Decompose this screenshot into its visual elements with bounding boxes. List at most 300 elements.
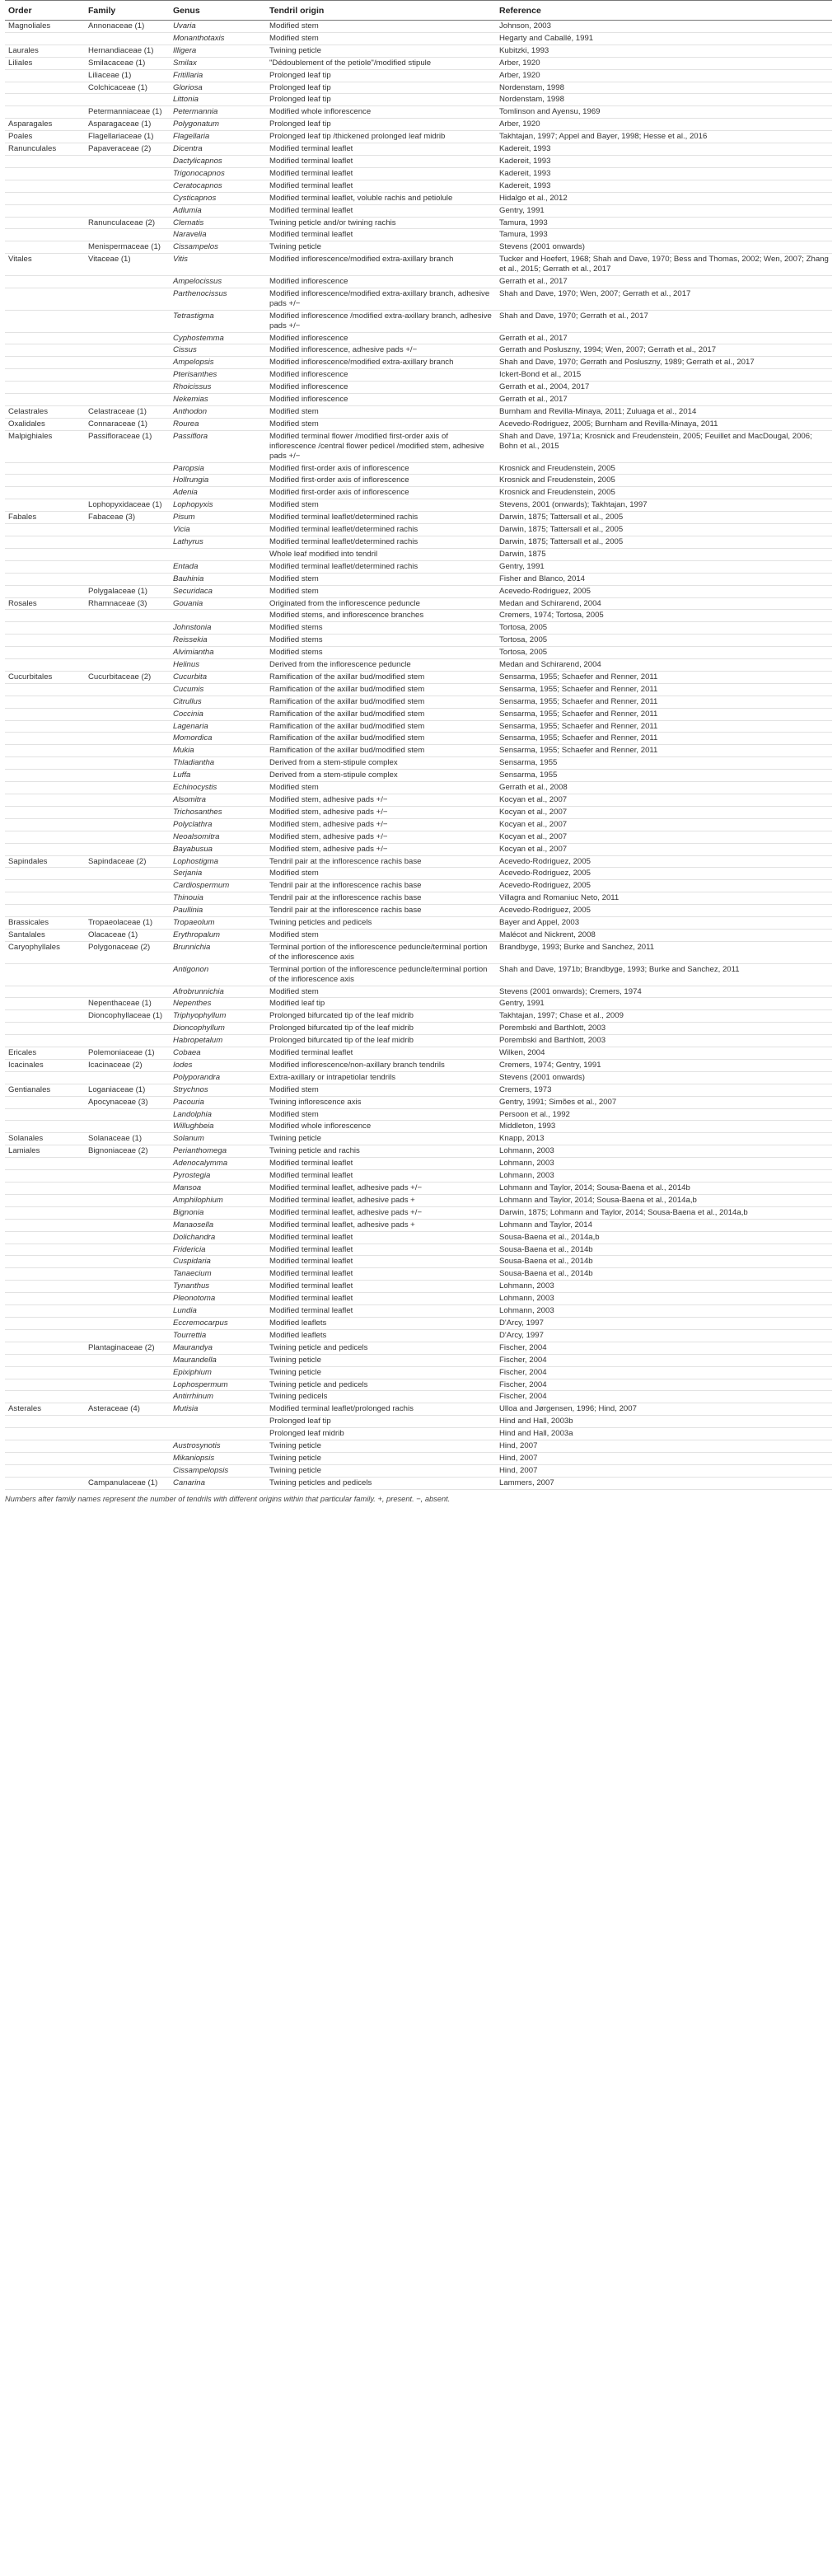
tendril-origin-cell: Tendril pair at the inflorescence rachis base (266, 880, 496, 892)
tendril-origin-cell: Derived from a stem-stipule complex (266, 757, 496, 770)
genus-cell: Uvaria (170, 21, 266, 33)
table-row (5, 745, 832, 757)
table-row (5, 1366, 832, 1379)
tendril-origin-cell: Twining peticle (266, 1440, 496, 1453)
order-cell (5, 610, 85, 622)
reference-cell: Kocyan et al., 2007 (496, 831, 832, 843)
genus-cell: Solanum (170, 1133, 266, 1145)
tendril-origin-cell: Twining peticle (266, 1354, 496, 1366)
table-row (5, 1256, 832, 1268)
table-row (5, 332, 832, 344)
family-cell (85, 1231, 170, 1244)
order-cell: Malpighiales (5, 430, 85, 462)
family-cell (85, 394, 170, 406)
genus-cell: Cardiospermum (170, 880, 266, 892)
tendril-origin-cell: Modified stems, and inflorescence branches (266, 610, 496, 622)
reference-cell: Ickert-Bond et al., 2015 (496, 369, 832, 382)
table-row (5, 1440, 832, 1453)
family-cell (85, 733, 170, 745)
tendril-origin-cell: Twining peticles and pedicels (266, 917, 496, 930)
family-cell: Hernandiaceae (1) (85, 44, 170, 57)
order-cell (5, 106, 85, 119)
genus-cell: Pyrostegia (170, 1170, 266, 1183)
reference-cell: Sensarma, 1955; Schaefer and Renner, 2011 (496, 683, 832, 696)
family-cell (85, 745, 170, 757)
family-cell (85, 1206, 170, 1219)
family-cell (85, 1194, 170, 1206)
order-cell (5, 536, 85, 548)
order-cell (5, 1170, 85, 1183)
tendril-origin-cell: Modified inflorescence, adhesive pads +/− (266, 344, 496, 357)
reference-cell: Hind, 2007 (496, 1452, 832, 1464)
genus-cell: Paullinia (170, 905, 266, 917)
tendril-origin-cell: Twining peticle (266, 241, 496, 254)
genus-cell: Willughbeia (170, 1121, 266, 1133)
family-cell (85, 659, 170, 672)
order-cell (5, 1096, 85, 1108)
genus-cell: Cobaea (170, 1047, 266, 1060)
order-cell (5, 499, 85, 512)
tendril-origin-cell: Modified stems (266, 647, 496, 659)
table-row (5, 57, 832, 69)
table-row (5, 573, 832, 585)
table-row (5, 1035, 832, 1047)
family-cell: Tropaeolaceae (1) (85, 917, 170, 930)
order-cell (5, 770, 85, 782)
table-row (5, 597, 832, 610)
tendril-origin-cell: Derived from the inflorescence peduncle (266, 659, 496, 672)
family-cell (85, 1219, 170, 1231)
genus-cell: Rourea (170, 418, 266, 430)
order-cell (5, 394, 85, 406)
table-row (5, 696, 832, 708)
order-cell: Caryophyllales (5, 941, 85, 963)
reference-cell: Gentry, 1991 (496, 560, 832, 573)
family-cell (85, 1035, 170, 1047)
tendril-origin-cell: Modified terminal leaflet/determined rachis (266, 536, 496, 548)
reference-cell: Sousa-Baena et al., 2014b (496, 1268, 832, 1281)
table-row (5, 941, 832, 963)
reference-cell: Lohmann, 2003 (496, 1145, 832, 1158)
tendril-origin-cell: Prolonged bifurcated tip of the leaf midrib (266, 1010, 496, 1023)
genus-cell: Lophopyxis (170, 499, 266, 512)
tendril-origin-cell: Modified terminal leaflet (266, 1281, 496, 1293)
tendril-origin-cell: Extra-axillary or intrapetiolar tendrils (266, 1071, 496, 1084)
tendril-origin-cell: Prolonged bifurcated tip of the leaf midrib (266, 1023, 496, 1035)
family-cell (85, 622, 170, 635)
table-row (5, 794, 832, 807)
genus-cell: Parthenocissus (170, 288, 266, 310)
reference-cell: Nordenstam, 1998 (496, 94, 832, 106)
table-row (5, 1170, 832, 1183)
tendril-origin-cell: Modified stem (266, 929, 496, 941)
order-cell (5, 155, 85, 167)
family-cell (85, 683, 170, 696)
genus-cell: Adenia (170, 487, 266, 499)
genus-cell: Lathyrus (170, 536, 266, 548)
table-row (5, 1244, 832, 1256)
family-cell: Apocynaceae (3) (85, 1096, 170, 1108)
reference-cell: Krosnick and Freudenstein, 2005 (496, 462, 832, 475)
tendril-origin-cell: Modified stem (266, 499, 496, 512)
family-cell (85, 1183, 170, 1195)
order-cell (5, 708, 85, 720)
reference-cell: Brandbyge, 1993; Burke and Sanchez, 2011 (496, 941, 832, 963)
order-cell: Santalales (5, 929, 85, 941)
tendril-origin-cell: Modified inflorescence (266, 332, 496, 344)
family-cell (85, 1366, 170, 1379)
table-row (5, 635, 832, 647)
reference-cell: Gentry, 1991; Simões et al., 2007 (496, 1096, 832, 1108)
genus-cell: Bayabusua (170, 843, 266, 855)
genus-cell: Maurandya (170, 1342, 266, 1354)
order-cell (5, 241, 85, 254)
order-cell (5, 548, 85, 560)
reference-cell: Lohmann and Taylor, 2014 (496, 1219, 832, 1231)
table-row (5, 963, 832, 986)
genus-cell: Ampelocissus (170, 276, 266, 288)
reference-cell: Kadereit, 1993 (496, 155, 832, 167)
genus-cell: Adenocalymma (170, 1158, 266, 1170)
tendril-origin-cell: Modified whole inflorescence (266, 106, 496, 119)
genus-cell: Tropaeolum (170, 917, 266, 930)
genus-cell: Ceratocapnos (170, 180, 266, 192)
genus-cell: Dioncophyllum (170, 1023, 266, 1035)
genus-cell: Cyphostemma (170, 332, 266, 344)
genus-cell: Cissus (170, 344, 266, 357)
order-cell (5, 167, 85, 180)
table-row (5, 499, 832, 512)
table-row (5, 1281, 832, 1293)
reference-cell: Hind and Hall, 2003b (496, 1416, 832, 1428)
table-row (5, 44, 832, 57)
table-row (5, 733, 832, 745)
reference-cell: Sousa-Baena et al., 2014b (496, 1256, 832, 1268)
order-cell: Fabales (5, 512, 85, 524)
tendril-origin-cell: Modified stem, adhesive pads +/− (266, 806, 496, 818)
genus-cell: Mukia (170, 745, 266, 757)
tendril-origin-cell: Modified terminal leaflet (266, 180, 496, 192)
family-cell (85, 647, 170, 659)
tendril-origin-cell: Modified stems (266, 635, 496, 647)
order-cell (5, 1194, 85, 1206)
reference-cell: Krosnick and Freudenstein, 2005 (496, 475, 832, 487)
family-cell (85, 94, 170, 106)
genus-cell: Polygonatum (170, 119, 266, 131)
reference-cell: Fischer, 2004 (496, 1354, 832, 1366)
table-row (5, 986, 832, 998)
tendril-origin-cell: Prolonged leaf tip (266, 82, 496, 94)
reference-cell: Lohmann, 2003 (496, 1305, 832, 1318)
reference-cell: Gerrath et al., 2008 (496, 782, 832, 794)
genus-cell: Polyclathra (170, 818, 266, 831)
genus-cell: Tynanthus (170, 1281, 266, 1293)
table-row (5, 143, 832, 156)
order-cell (5, 310, 85, 332)
family-cell (85, 610, 170, 622)
family-cell: Connaraceae (1) (85, 418, 170, 430)
tendril-origin-cell: Prolonged leaf tip (266, 1416, 496, 1428)
table-row (5, 394, 832, 406)
order-cell (5, 733, 85, 745)
tendril-origin-cell: Modified terminal leaflet (266, 1047, 496, 1060)
genus-cell: Austrosynotis (170, 1440, 266, 1453)
table-row (5, 1354, 832, 1366)
order-cell: Ranunculales (5, 143, 85, 156)
reference-cell: Darwin, 1875; Tattersall et al., 2005 (496, 512, 832, 524)
genus-cell: Dactylicapnos (170, 155, 266, 167)
table-row (5, 610, 832, 622)
family-cell (85, 1256, 170, 1268)
order-cell (5, 757, 85, 770)
reference-cell: Stevens, 2001 (onwards); Takhtajan, 1997 (496, 499, 832, 512)
genus-cell: Luffa (170, 770, 266, 782)
family-cell (85, 843, 170, 855)
table-row (5, 647, 832, 659)
genus-cell: Fritillaria (170, 69, 266, 82)
reference-cell: Shah and Dave, 1970; Wen, 2007; Gerrath et al., 2017 (496, 288, 832, 310)
order-cell (5, 382, 85, 394)
tendril-origin-cell: Modified leaf tip (266, 998, 496, 1010)
table-row (5, 155, 832, 167)
family-cell (85, 1354, 170, 1366)
tendril-origin-cell: Prolonged leaf tip (266, 69, 496, 82)
genus-cell: Monanthotaxis (170, 32, 266, 44)
family-cell: Asteraceae (4) (85, 1403, 170, 1416)
table-row (5, 683, 832, 696)
table-row (5, 241, 832, 254)
reference-cell: Hind, 2007 (496, 1440, 832, 1453)
genus-cell: Thinouia (170, 892, 266, 905)
family-cell (85, 1416, 170, 1428)
tendril-origin-cell: Twining peticle (266, 1366, 496, 1379)
table-row (5, 1047, 832, 1060)
reference-cell: Hind, 2007 (496, 1464, 832, 1477)
order-cell: Asparagales (5, 119, 85, 131)
reference-cell: Sensarma, 1955; Schaefer and Renner, 2011 (496, 745, 832, 757)
reference-cell: Tomlinson and Ayensu, 1969 (496, 106, 832, 119)
table-row (5, 180, 832, 192)
family-cell: Asparagaceae (1) (85, 119, 170, 131)
reference-cell: Darwin, 1875 (496, 548, 832, 560)
family-cell: Nepenthaceae (1) (85, 998, 170, 1010)
order-cell: Lamiales (5, 1145, 85, 1158)
order-cell (5, 1342, 85, 1354)
table-row (5, 1342, 832, 1354)
family-cell (85, 560, 170, 573)
genus-cell: Canarina (170, 1477, 266, 1489)
genus-cell: Thladiantha (170, 757, 266, 770)
table-row (5, 880, 832, 892)
family-cell (85, 1428, 170, 1440)
family-cell (85, 1170, 170, 1183)
genus-cell: Rhoicissus (170, 382, 266, 394)
order-cell (5, 204, 85, 217)
tendril-origin-cell: Prolonged leaf tip (266, 94, 496, 106)
tendril-origin-cell: Modified inflorescence /modified extra-axillary branch, adhesive pads +/− (266, 310, 496, 332)
genus-cell: Mikaniopsis (170, 1452, 266, 1464)
table-row (5, 1158, 832, 1170)
genus-cell: Alvimiantha (170, 647, 266, 659)
tendril-origin-cell: Ramification of the axillar bud/modified stem (266, 708, 496, 720)
family-cell: Lophopyxidaceae (1) (85, 499, 170, 512)
table-row (5, 1010, 832, 1023)
reference-cell: Kocyan et al., 2007 (496, 794, 832, 807)
reference-cell: Tortosa, 2005 (496, 647, 832, 659)
order-cell (5, 1329, 85, 1342)
genus-cell: Strychnos (170, 1084, 266, 1096)
table-row (5, 276, 832, 288)
tendril-origin-cell: Twining peticle and/or twining rachis (266, 217, 496, 229)
genus-cell: Nepenthes (170, 998, 266, 1010)
reference-cell: Fisher and Blanco, 2014 (496, 573, 832, 585)
reference-cell: Sensarma, 1955; Schaefer and Renner, 2011 (496, 696, 832, 708)
family-cell: Olacaceae (1) (85, 929, 170, 941)
reference-cell: Arber, 1920 (496, 119, 832, 131)
tendril-origin-cell: Terminal portion of the inflorescence peduncle/terminal portion of the inflorescence axis (266, 963, 496, 986)
family-cell (85, 635, 170, 647)
table-row (5, 1121, 832, 1133)
order-cell (5, 1416, 85, 1428)
table-row (5, 892, 832, 905)
reference-cell: Johnson, 2003 (496, 21, 832, 33)
table-footnote: Numbers after family names represent the number of tendrils with different origins within that particular family. +, present. −, absent. (5, 1494, 451, 1503)
order-cell: Laurales (5, 44, 85, 57)
tendril-origin-cell: Terminal portion of the inflorescence peduncle/terminal portion of the inflorescence axis (266, 941, 496, 963)
family-cell: Sapindaceae (2) (85, 855, 170, 868)
reference-cell: Gentry, 1991 (496, 204, 832, 217)
tendril-origin-cell: Modified terminal leaflet (266, 1293, 496, 1305)
order-cell (5, 986, 85, 998)
family-cell (85, 1391, 170, 1403)
tendril-origin-cell: Modified terminal leaflet/determined rachis (266, 560, 496, 573)
family-cell (85, 1281, 170, 1293)
table-row (5, 548, 832, 560)
reference-cell: Kocyan et al., 2007 (496, 806, 832, 818)
family-cell: Smilacaceae (1) (85, 57, 170, 69)
genus-cell: Afrobrunnichia (170, 986, 266, 998)
reference-cell: Nordenstam, 1998 (496, 82, 832, 94)
genus-cell: Amphilophium (170, 1194, 266, 1206)
order-cell (5, 1244, 85, 1256)
tendril-origin-cell: Modified stem (266, 406, 496, 419)
table-row (5, 818, 832, 831)
order-cell (5, 1219, 85, 1231)
table-row (5, 1194, 832, 1206)
reference-cell: Gentry, 1991 (496, 998, 832, 1010)
family-cell (85, 1329, 170, 1342)
genus-cell: Cucurbita (170, 671, 266, 683)
tendril-origin-cell: Whole leaf modified into tendril (266, 548, 496, 560)
genus-cell: Reissekia (170, 635, 266, 647)
tendril-origin-cell: Modified stem (266, 573, 496, 585)
family-cell (85, 192, 170, 204)
genus-cell: Momordica (170, 733, 266, 745)
table-row (5, 905, 832, 917)
table-row (5, 1145, 832, 1158)
genus-cell: Flagellaria (170, 131, 266, 143)
family-cell (85, 1121, 170, 1133)
tendril-origin-cell: Modified terminal leaflet (266, 1305, 496, 1318)
family-cell (85, 782, 170, 794)
tendril-origin-cell: Modified first-order axis of inflorescence (266, 475, 496, 487)
order-cell: Magnoliales (5, 21, 85, 33)
tendril-origin-cell: Modified terminal leaflet/determined rachis (266, 524, 496, 536)
tendril-origin-cell: Modified stem (266, 585, 496, 597)
tendril-origin-cell: Modified terminal leaflet (266, 167, 496, 180)
table-row (5, 131, 832, 143)
order-cell (5, 1183, 85, 1195)
order-cell (5, 998, 85, 1010)
genus-cell: Passiflora (170, 430, 266, 462)
tendril-origin-cell: Ramification of the axillar bud/modified stem (266, 671, 496, 683)
table-body (5, 21, 832, 1490)
genus-cell: Neoalsomitra (170, 831, 266, 843)
genus-cell: Brunnichia (170, 941, 266, 963)
table-row (5, 1293, 832, 1305)
reference-cell: Darwin, 1875; Lohmann and Taylor, 2014; Sousa-Baena et al., 2014a,b (496, 1206, 832, 1219)
table-row (5, 1084, 832, 1096)
family-cell (85, 806, 170, 818)
table-row (5, 806, 832, 818)
family-cell: Cucurbitaceae (2) (85, 671, 170, 683)
order-cell (5, 1391, 85, 1403)
genus-cell: Petermannia (170, 106, 266, 119)
order-cell (5, 1071, 85, 1084)
tendril-origin-cell: Modified terminal leaflet (266, 1170, 496, 1183)
table-row (5, 757, 832, 770)
table-row (5, 310, 832, 332)
tendril-origin-cell: Modified stem (266, 782, 496, 794)
reference-cell: Lohmann, 2003 (496, 1293, 832, 1305)
order-cell (5, 1010, 85, 1023)
family-cell (85, 1317, 170, 1329)
reference-cell: Sensarma, 1955 (496, 770, 832, 782)
order-cell (5, 1256, 85, 1268)
reference-cell: Acevedo-Rodriguez, 2005 (496, 868, 832, 880)
reference-cell: Lohmann, 2003 (496, 1158, 832, 1170)
tendril-origin-cell: Modified stem, adhesive pads +/− (266, 818, 496, 831)
header-row (5, 1, 832, 21)
genus-cell: Mutisia (170, 1403, 266, 1416)
tendril-origin-cell: Modified inflorescence (266, 276, 496, 288)
reference-cell: Darwin, 1875; Tattersall et al., 2005 (496, 536, 832, 548)
genus-cell: Lophospermum (170, 1379, 266, 1391)
order-cell (5, 1121, 85, 1133)
family-cell (85, 720, 170, 733)
order-cell (5, 635, 85, 647)
genus-cell: Adlumia (170, 204, 266, 217)
genus-cell: Nekemias (170, 394, 266, 406)
genus-cell: Maurandella (170, 1354, 266, 1366)
reference-cell: Hidalgo et al., 2012 (496, 192, 832, 204)
order-cell (5, 344, 85, 357)
reference-cell: Sensarma, 1955; Schaefer and Renner, 2011 (496, 720, 832, 733)
tendril-origin-cell: Twining peticle (266, 44, 496, 57)
tendril-origin-cell: "Dédoublement of the petiole"/modified stipule (266, 57, 496, 69)
family-cell (85, 696, 170, 708)
reference-cell: Shah and Dave, 1970; Gerrath and Posluszny, 1989; Gerrath et al., 2017 (496, 357, 832, 369)
table-row (5, 868, 832, 880)
reference-cell: Darwin, 1875; Tattersall et al., 2005 (496, 524, 832, 536)
genus-cell: Echinocystis (170, 782, 266, 794)
family-cell (85, 332, 170, 344)
table-row (5, 1096, 832, 1108)
genus-cell (170, 1416, 266, 1428)
tendril-origin-cell: Modified terminal leaflet (266, 1158, 496, 1170)
family-cell (85, 462, 170, 475)
family-cell (85, 475, 170, 487)
